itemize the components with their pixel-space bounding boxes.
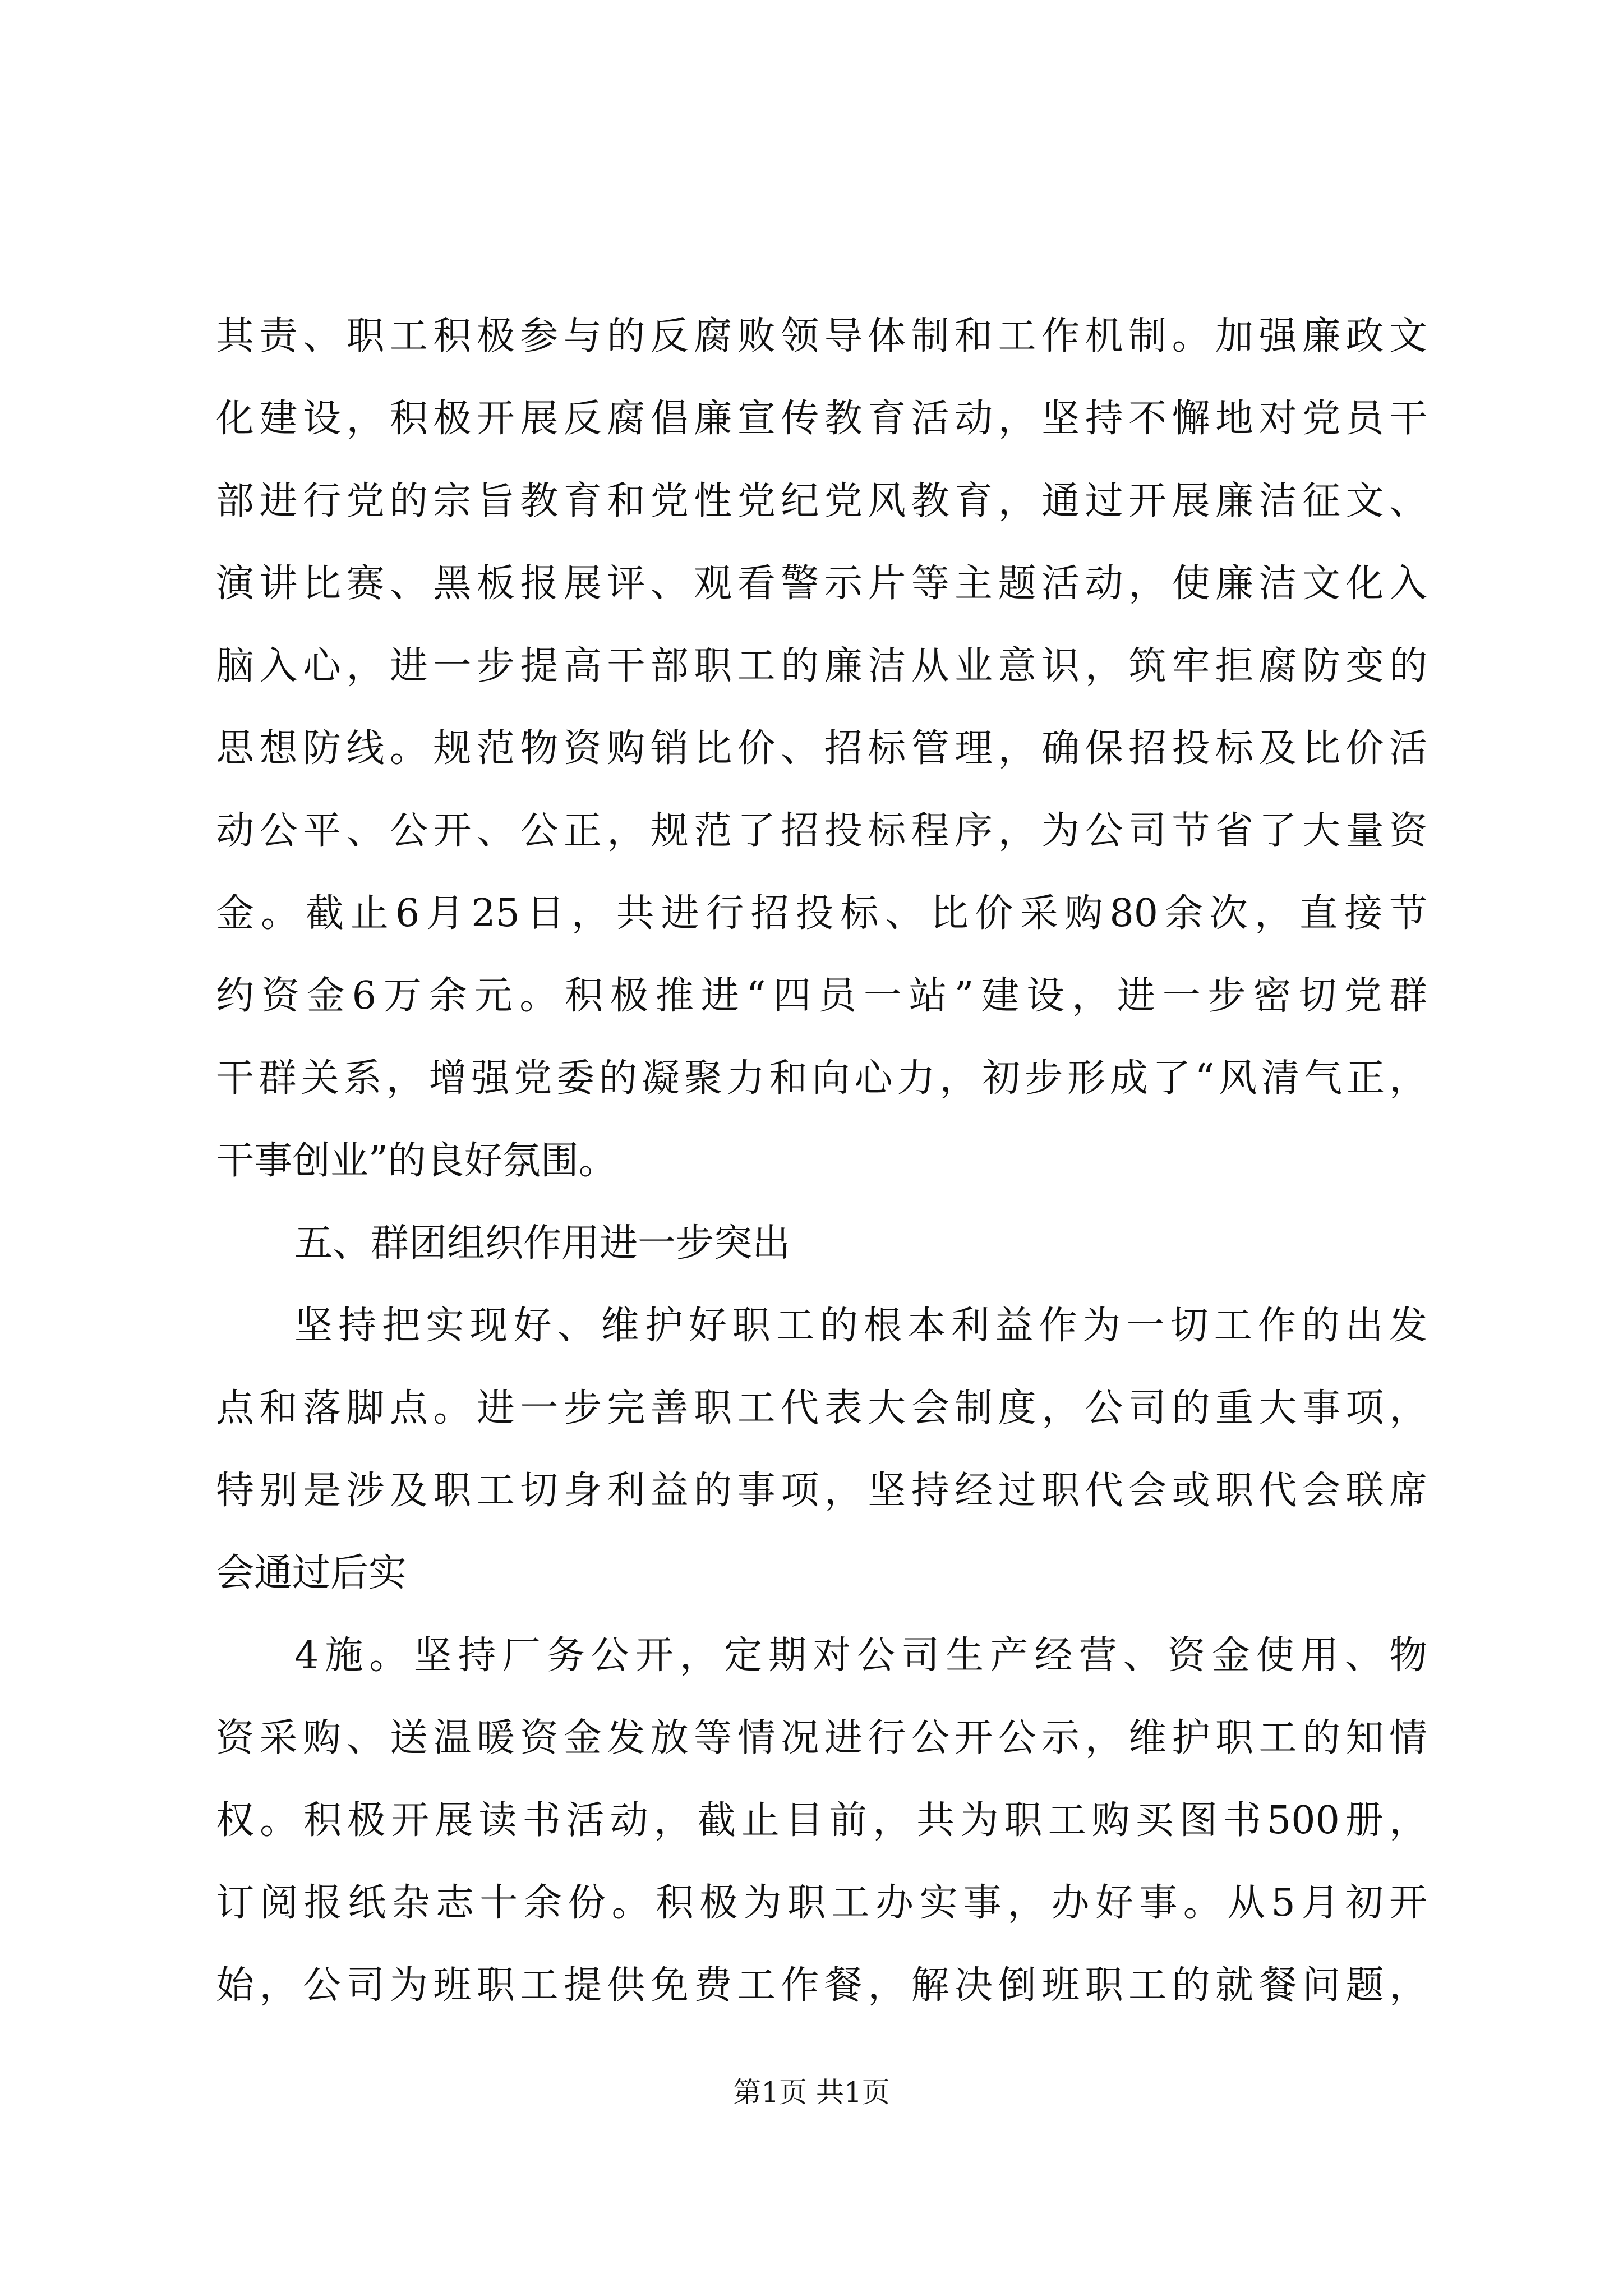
paragraph-3-line-2: 资采购、送温暖资金发放等情况进行公开公示，维护职工的知情: [216, 1716, 1427, 1760]
paragraph-1-line-9: 约资金6万余元。积极推进“四员一站”建设，进一步密切党群: [216, 974, 1427, 1018]
paragraph-1-line-3: 部进行党的宗旨教育和党性党纪党风教育，通过开展廉洁征文、: [216, 479, 1427, 523]
paragraph-2-line-4: 会通过后实: [216, 1551, 407, 1595]
paragraph-1-line-7: 动公平、公开、公正，规范了招投标程序，为公司节省了大量资: [216, 809, 1427, 853]
paragraph-1-line-6: 思想防线。规范物资购销比价、招标管理，确保招投标及比价活: [216, 726, 1427, 771]
paragraph-1-line-8: 金。截止6月25日，共进行招投标、比价采购80余次，直接节: [216, 891, 1427, 936]
paragraph-1-line-11: 干事创业”的良好氛围。: [216, 1139, 617, 1183]
paragraph-3-line-1: 4施。坚持厂务公开，定期对公司生产经营、资金使用、物: [294, 1634, 1427, 1678]
paragraph-3-line-4: 订阅报纸杂志十余份。积极为职工办实事，办好事。从5月初开: [216, 1881, 1427, 1925]
paragraph-3-line-5: 始，公司为班职工提供免费工作餐，解决倒班职工的就餐问题，: [216, 1963, 1427, 2008]
paragraph-1-line-5: 脑入心，进一步提高干部职工的廉洁从业意识，筑牢拒腐防变的: [216, 644, 1427, 688]
paragraph-1-line-2: 化建设，积极开展反腐倡廉宣传教育活动，坚持不懈地对党员干: [216, 397, 1427, 441]
paragraph-1-line-1: 其责、职工积极参与的反腐败领导体制和工作机制。加强廉政文: [216, 314, 1427, 358]
paragraph-3-line-3: 权。积极开展读书活动，截止目前，共为职工购买图书500册，: [216, 1798, 1427, 1843]
paragraph-2-line-2: 点和落脚点。进一步完善职工代表大会制度，公司的重大事项，: [216, 1386, 1427, 1430]
paragraph-1-line-10: 干群关系，增强党委的凝聚力和向心力，初步形成了“风清气正，: [216, 1056, 1427, 1101]
page-number-footer: 第1页 共1页: [733, 2076, 890, 2109]
section-heading: 五、群团组织作用进一步突出: [294, 1221, 791, 1266]
paragraph-2-line-3: 特别是涉及职工切身利益的事项，坚持经过职代会或职代会联席: [216, 1469, 1427, 1513]
paragraph-1-line-4: 演讲比赛、黑板报展评、观看警示片等主题活动，使廉洁文化入: [216, 562, 1427, 606]
paragraph-2-line-1: 坚持把实现好、维护好职工的根本利益作为一切工作的出发: [294, 1304, 1427, 1348]
